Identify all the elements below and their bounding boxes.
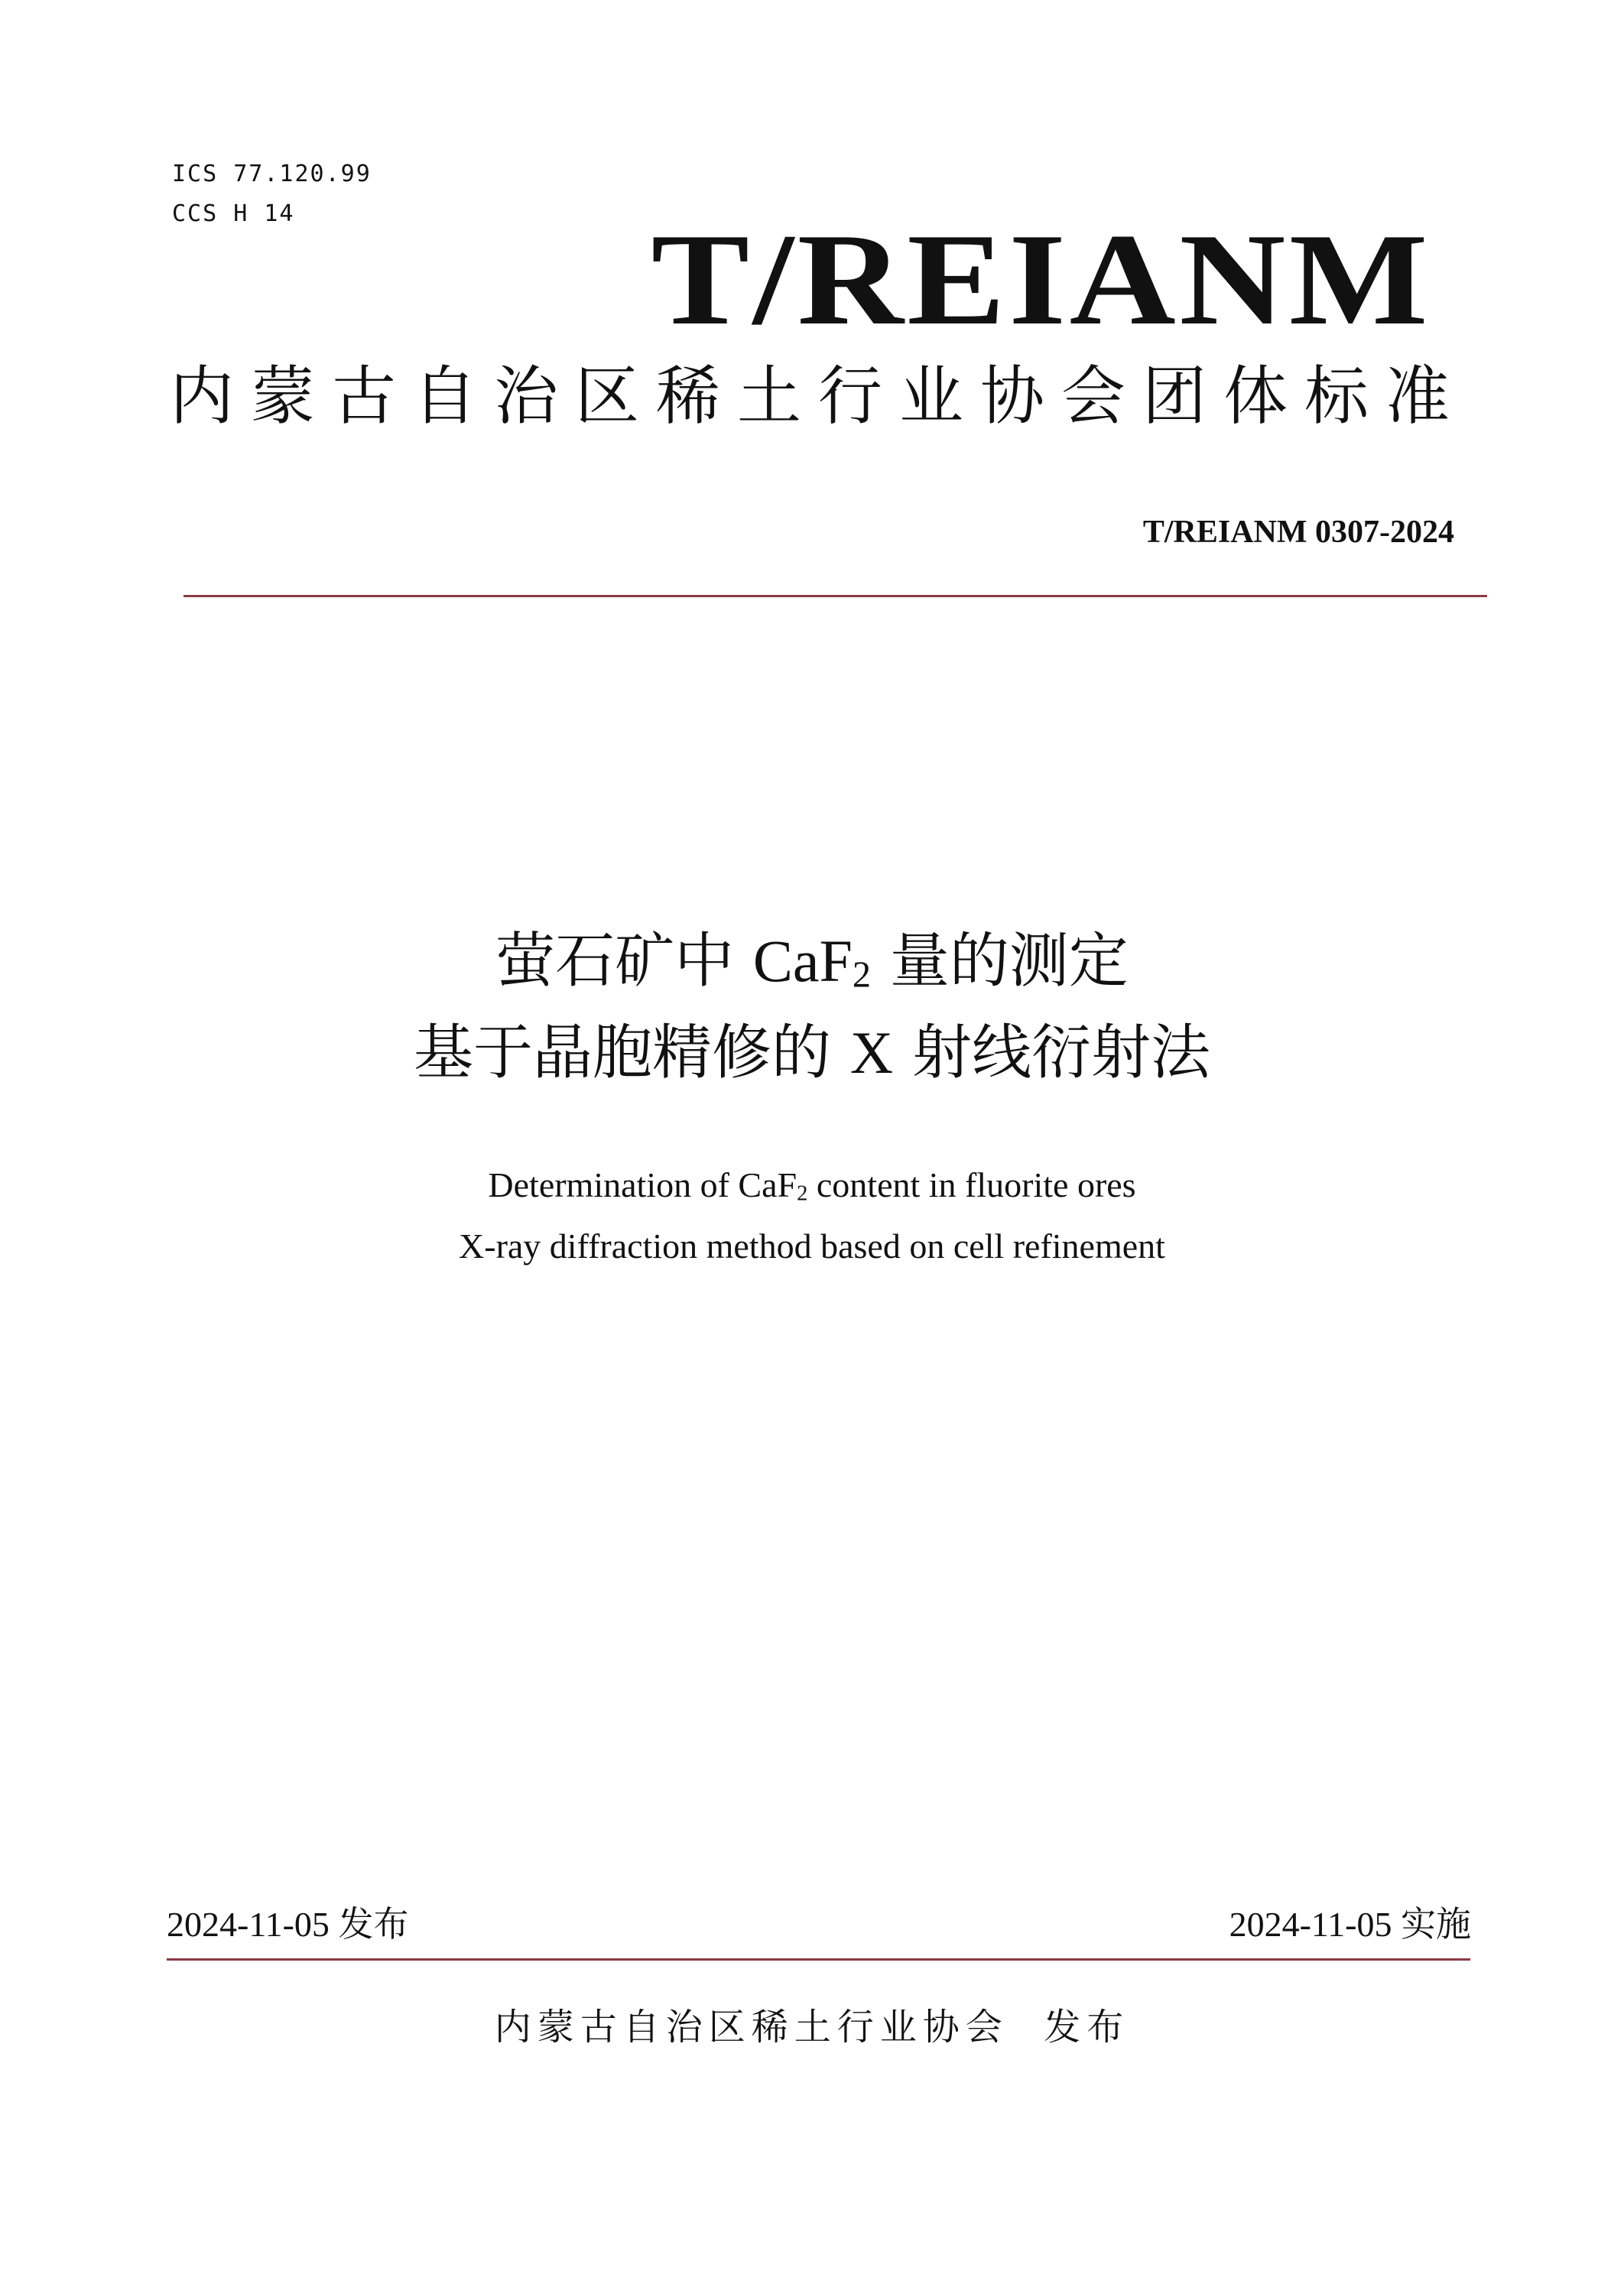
title-en-1-post: content in fluorite ores [807, 1165, 1136, 1204]
standard-code: T/REIANM 0307-2024 [1142, 515, 1454, 550]
english-title-line-2: X-ray diffraction method based on cell refinement [459, 1227, 1165, 1266]
implementation-date-label: 实施 [1401, 1903, 1471, 1945]
title-zh-1-formula: CaF [752, 928, 853, 994]
organization-title: 内蒙古自治区稀土行业协会团体标准 [170, 359, 1467, 434]
implementation-date-value: 2024-11-05 [1229, 1905, 1392, 1944]
title-en-1-subscript: 2 [797, 1181, 808, 1206]
implementation-date [1229, 1896, 1471, 1947]
ics-code: ICS 77.120.99 [172, 161, 372, 187]
top-divider [184, 595, 1487, 597]
title-zh-2-post: 射线衍射法 [893, 1019, 1210, 1087]
chinese-title-line-2 [0, 1017, 1624, 1090]
issue-date-value: 2024-11-05 [167, 1905, 330, 1944]
issue-date-label: 发布 [338, 1903, 409, 1945]
title-zh-2-pre: 基于晶胞精修的 [414, 1019, 850, 1087]
title-zh-2-x: X [849, 1019, 894, 1086]
title-zh-1-subscript: 2 [852, 954, 872, 996]
issue-date [167, 1896, 408, 1947]
title-zh-1-post: 量的测定 [871, 927, 1129, 996]
title-zh-1-pre: 萤石矿中 [495, 927, 753, 996]
bottom-divider [167, 1958, 1470, 1961]
english-title-line-1 [0, 1164, 1624, 1207]
title-en-1-pre: Determination of CaF [488, 1165, 797, 1204]
chinese-title-line-1 [0, 925, 1624, 998]
ccs-code: CCS H 14 [172, 200, 295, 227]
publisher-line: 内蒙古自治区稀土行业协会 发布 [494, 2006, 1130, 2049]
brand-logo-text: T/REIANM [651, 207, 1431, 353]
